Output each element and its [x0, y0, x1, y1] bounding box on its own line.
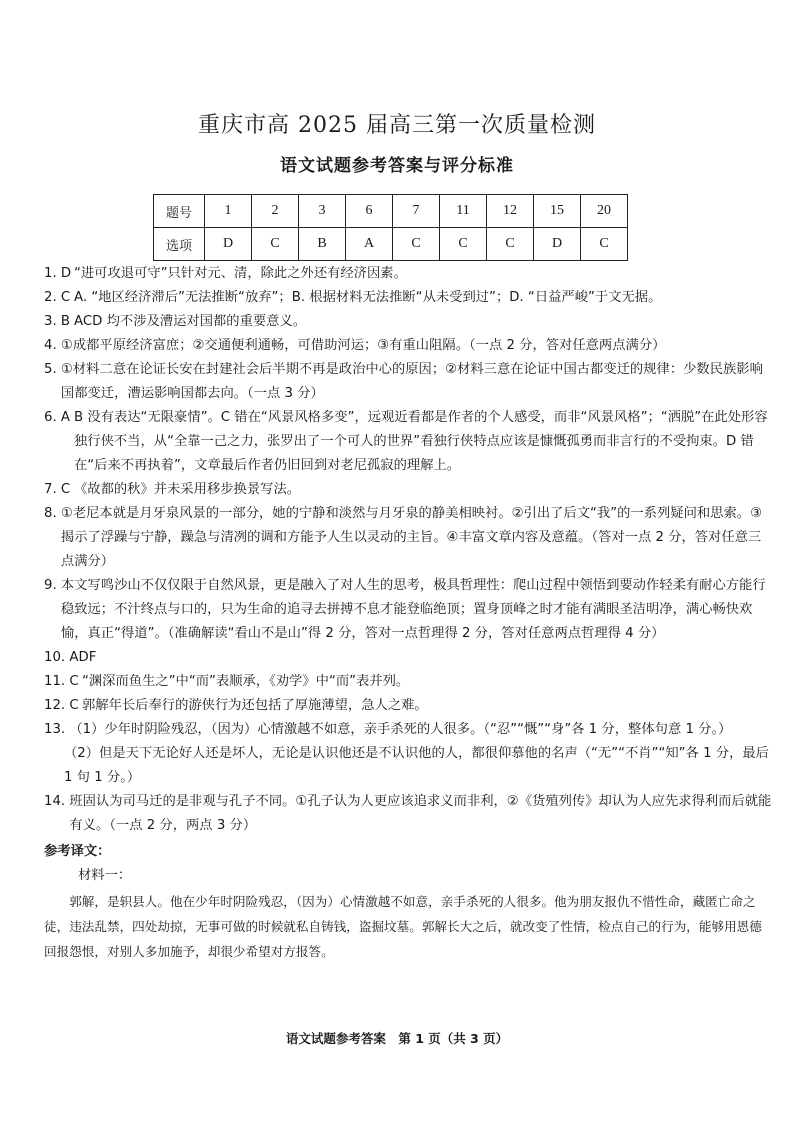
page-title: 重庆市高 2025 届高三第一次质量检测: [198, 113, 596, 138]
answer-choice: B: [299, 228, 346, 261]
item-explanation: “渊深而鱼生之”中“而”表顺承，《劝学》中“而”表并列。: [82, 674, 410, 689]
question-number: 6: [346, 195, 393, 228]
answer-item-4: [44, 334, 774, 358]
item-explanation: “进可攻退可守”只针对元、清，除此之外还有经济因素。: [74, 266, 407, 281]
answer-choice: C: [252, 228, 299, 261]
question-number: 1: [205, 195, 252, 228]
answer-item-1: [44, 262, 774, 286]
item-explanation: 本文写鸣沙山不仅仅限于自然风景，更是融入了对人生的思考，极具哲理性：爬山过程中领悟到要动作轻柔有耐心方能行稳致远；不汁终点与口的，只为生命的追寻去拼搏不息才能登临绝顶；置身顶峰之时才能有满眼圣洁明净，满心畅快欢愉，真正“得道”。（准确解读“看山不是山”得 2 分，答对一点哲理得 2 分，答对任意两点哲理得 4 分）: [60, 578, 766, 641]
answer-item-12: [44, 694, 774, 718]
question-number: 11: [440, 195, 487, 228]
answer-item-11: [44, 670, 774, 694]
item-explanation: ①老尼本就是月牙泉风景的一部分，她的宁静和淡然与月牙泉的静美相映衬。②引出了后文“我”的一系列疑问和思索。③揭示了浮躁与宁静，躁急与清冽的调和方能予人生以灵动的主旨。④丰富文章内容及意蕴。（答对一点 2 分，答对任意三点满分）: [60, 506, 763, 569]
page-subtitle: 语文试题参考答案与评分标准: [280, 156, 514, 176]
item-explanation: ACD 均不涉及漕运对国都的重要意义。: [74, 314, 307, 329]
item-number: 11. C: [44, 674, 79, 689]
answer-choice: C: [393, 228, 440, 261]
row-header-choice: 选项: [154, 228, 205, 261]
answer-body: [44, 262, 774, 964]
question-number-row: [154, 195, 628, 228]
answer-item-6: [44, 406, 774, 478]
item-number: 10.: [44, 650, 70, 665]
row-header-number: 题号: [154, 195, 205, 228]
item-explanation: ADF: [69, 650, 97, 665]
item-number: 8.: [44, 506, 61, 521]
answer-item-3: [44, 310, 774, 334]
translation-heading: 参考译文：: [44, 844, 111, 859]
item-number: 1. D: [44, 266, 72, 281]
item-number: 7. C: [44, 482, 71, 497]
item-number: 13.: [44, 722, 70, 737]
answer-choice-row: [154, 228, 628, 261]
answer-item-8: [44, 502, 774, 574]
answer-choice: D: [205, 228, 252, 261]
item-number: 6. A: [44, 410, 71, 425]
answer-table: [153, 194, 628, 261]
answer-item-13-part-2: [44, 742, 774, 790]
item-explanation: 郭解年长后奉行的游侠行为还包括了厚施薄望，急人之难。: [82, 698, 428, 713]
item-explanation: B 没有表达“无限豪情”。C 错在“风景风格多变”，远观近看都是作者的个人感受，而非“风景风格”；“洒脱”在此处形容独行侠不当，从“全靠一己之力，张罗出了一个可人的世界”看独行侠特点应该是慷慨孤勇而非言行的不受拘束。D 错在“后来不再执着”，文章最后作者仍旧回到对老尼孤寂的理解上。: [74, 410, 768, 473]
item-explanation: ①成都平原经济富庶；②交通便利通畅，可借助河运；③有重山阻隔。（一点 2 分，答对任意两点满分）: [60, 338, 666, 353]
question-number: 7: [393, 195, 440, 228]
item-number: 5.: [44, 362, 61, 377]
answer-choice: D: [534, 228, 581, 261]
answer-choice: C: [487, 228, 534, 261]
question-number: 12: [487, 195, 534, 228]
answer-item-10: [44, 646, 774, 670]
item-explanation: 班固认为司马迁的是非观与孔子不同。①孔子认为人更应该追求义而非利，②《货殖列传》却认为人应先求得利而后就能有义。（一点 2 分，两点 3 分）: [69, 794, 772, 833]
answer-item-14: [44, 790, 774, 838]
item-explanation: ①材料二意在论证长安在封建社会后半期不再是政治中心的原因；②材料三意在论证中国古都变迁的规律：少数民族影响国都变迁，漕运影响国都去向。（一点 3 分）: [60, 362, 763, 401]
question-number: 15: [534, 195, 581, 228]
answer-item-13: [44, 718, 774, 742]
question-number: 3: [299, 195, 346, 228]
item-explanation: A. “地区经济滞后”无法推断“放弃”；B. 根据材料无法推断“从未受到过”；D. “日益严峻”于文无据。: [74, 290, 662, 305]
material-label: 材料一：: [78, 868, 132, 883]
item-number: 4.: [44, 338, 61, 353]
page-footer: 语文试题参考答案 第 1 页（共 3 页）: [285, 1031, 509, 1046]
item-number: 14.: [44, 794, 70, 809]
item-explanation: （1）少年时阴险残忍，（因为）心情激越不如意，亲手杀死的人很多。（“忍”“慨”“身”各 1 分，整体句意 1 分。）: [69, 722, 732, 737]
item-number: 9.: [44, 578, 61, 593]
item-number: 2. C: [44, 290, 71, 305]
item-explanation: 《故都的秋》并未采用移步换景写法。: [74, 482, 301, 497]
answer-choice: C: [581, 228, 628, 261]
answer-choice: A: [346, 228, 393, 261]
translation-text: 郭解，是轵县人。他在少年时阴险残忍，（因为）心情激越不如意，亲手杀死的人很多。他为朋友报仇不惜性命，藏匿亡命之徒，违法乱禁，四处劫掠，无事可做的时候就私自铸钱，盗掘坟墓。郭解长大之后，就改变了性情，检点自己的行为，能够用恩德回报怨恨，对别人多加施予，却很少希望对方报答。: [44, 894, 762, 959]
question-number: 2: [252, 195, 299, 228]
question-number: 20: [581, 195, 628, 228]
answer-item-5: [44, 358, 774, 406]
item-explanation: （2）但是天下无论好人还是坏人，无论是认识他还是不认识他的人，都很仰慕他的名声（“无”“不肖”“知”各 1 分，最后 1 句 1 分。）: [64, 746, 769, 785]
item-number: 3. B: [44, 314, 71, 329]
answer-choice: C: [440, 228, 487, 261]
item-number: 12. C: [44, 698, 79, 713]
answer-item-2: [44, 286, 774, 310]
answer-item-9: [44, 574, 774, 646]
answer-item-7: [44, 478, 774, 502]
